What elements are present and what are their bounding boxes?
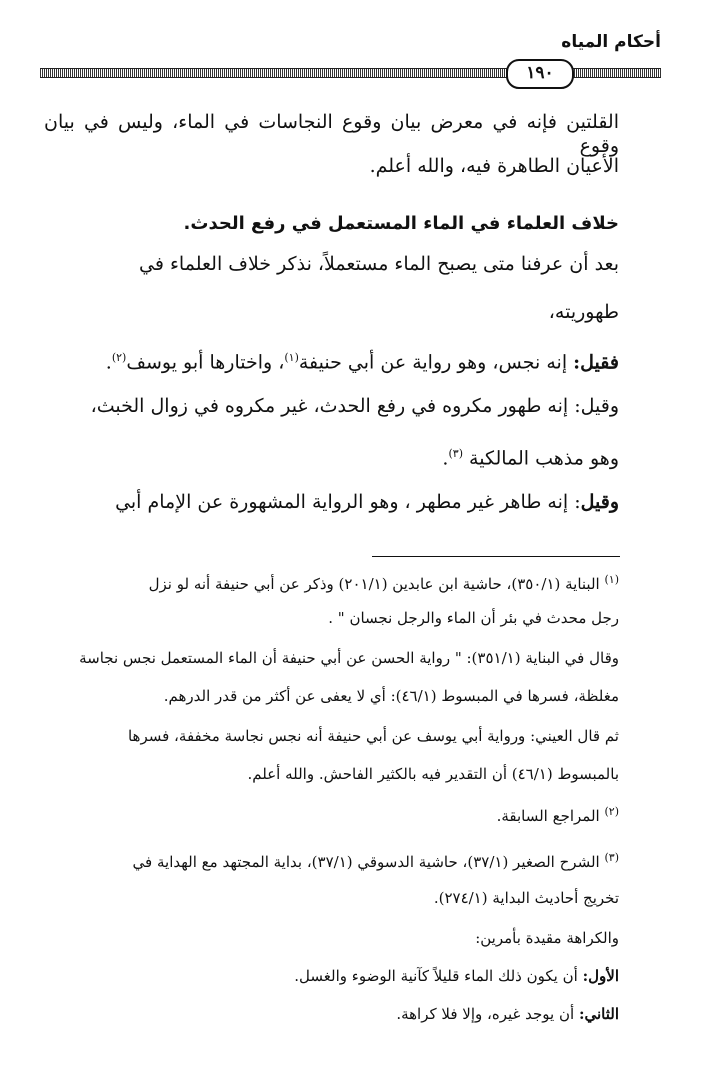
footnote-3-first <box>44 966 619 986</box>
footnote-3-first-text: أن يكون ذلك الماء قليلاً كآنية الوضوء والغسل. <box>294 967 578 985</box>
footnote-1-text: البناية (٣٥٠/١)، حاشية ابن عابدين (٢٠١/١) وذكر عن أبي حنيفة أنه لو نزل <box>148 575 600 593</box>
footnote-ref-2[interactable]: (٢) <box>111 351 127 364</box>
footnote-3-second <box>44 1004 619 1024</box>
footnote-ref-3[interactable]: (٣) <box>448 447 463 460</box>
paragraph-1-line-1: القلتين فإنه في معرض بيان وقوع النجاسات في الماء، وليس في بيان وقوع <box>44 111 619 157</box>
footnote-3-first-label: الأول: <box>582 967 619 985</box>
footnote-3-line-1 <box>44 848 619 872</box>
footnote-3-second-label: الثاني: <box>578 1005 619 1023</box>
footnote-2-marker: (٢) <box>604 805 619 818</box>
footnote-separator <box>372 556 620 557</box>
footnote-1-line-2: رجل محدث في بئر أن الماء والرجل نجسان " . <box>328 609 619 627</box>
footnote-1-line-6: بالمبسوط (٤٦/١) أن التقدير فيه بالكثير الفاحش. والله أعلم. <box>247 765 619 783</box>
paragraph-2-line-1: بعد أن عرفنا متى يصبح الماء مستعملاً، نذكر خلاف العلماء في <box>139 253 619 275</box>
footnote-1-line-4: مغلظة، فسرها في المبسوط (٤٦/١): أي لا يعفى عن أكثر من قدر الدرهم. <box>163 687 619 705</box>
paragraph-4-line-2 <box>44 442 619 470</box>
footnote-ref-1[interactable]: (١) <box>284 351 299 364</box>
footnote-2-text: المراجع السابقة. <box>496 807 600 825</box>
paragraph-3-end: . <box>105 351 112 374</box>
page-number: ١٩٠ <box>506 59 574 89</box>
paragraph-5-lead: وقيل <box>580 491 619 513</box>
footnote-3-marker: (٣) <box>604 851 619 864</box>
paragraph-3-text-2: ، واختارها أبو يوسف <box>126 351 285 374</box>
paragraph-4-end: . <box>442 447 449 470</box>
footnote-3-line-2: تخريج أحاديث البداية (٢٧٤/١). <box>433 889 619 907</box>
paragraph-1-line-2: الأعيان الطاهرة فيه، والله أعلم. <box>369 155 619 177</box>
footnote-1-line-3: وقال في البناية (٣٥١/١): " رواية الحسن عن أبي حنيفة أن الماء المستعمل نجس نجاسة <box>79 649 619 667</box>
paragraph-5-text: : إنه طاهر غير مطهر ، وهو الرواية المشهورة عن الإمام أبي <box>115 491 581 513</box>
footnote-3-text: الشرح الصغير (٣٧/١)، حاشية الدسوقي (٣٧/١)، بداية المجتهد مع الهداية في <box>132 853 600 871</box>
paragraph-3-lead: فقيل: <box>573 351 619 374</box>
paragraph-5 <box>44 490 619 514</box>
footnote-1-line-5: ثم قال العيني: ورواية أبي يوسف عن أبي حنيفة أنه نجس نجاسة مخففة، فسرها <box>127 727 619 745</box>
footnote-3-line-3: والكراهة مقيدة بأمرين: <box>475 929 619 947</box>
running-header-title: أحكام المياه <box>561 32 661 52</box>
paragraph-3 <box>44 346 619 374</box>
footnote-1-marker: (١) <box>604 573 619 586</box>
footnote-3-second-text: أن يوجد غيره، وإلا فلا كراهة. <box>396 1005 575 1023</box>
paragraph-2-line-2: طهوريته، <box>548 301 619 323</box>
footnote-2 <box>44 802 619 826</box>
footnote-1-line-1 <box>44 570 619 594</box>
paragraph-3-text: إنه نجس، وهو رواية عن أبي حنيفة <box>298 351 568 374</box>
paragraph-4-text: وهو مذهب المالكية <box>469 447 619 470</box>
paragraph-4-line-1: وقيل: إنه طهور مكروه في رفع الحدث، غير مكروه في زوال الخبث، <box>90 395 619 417</box>
section-heading: خلاف العلماء في الماء المستعمل في رفع الحدث. <box>183 213 619 234</box>
